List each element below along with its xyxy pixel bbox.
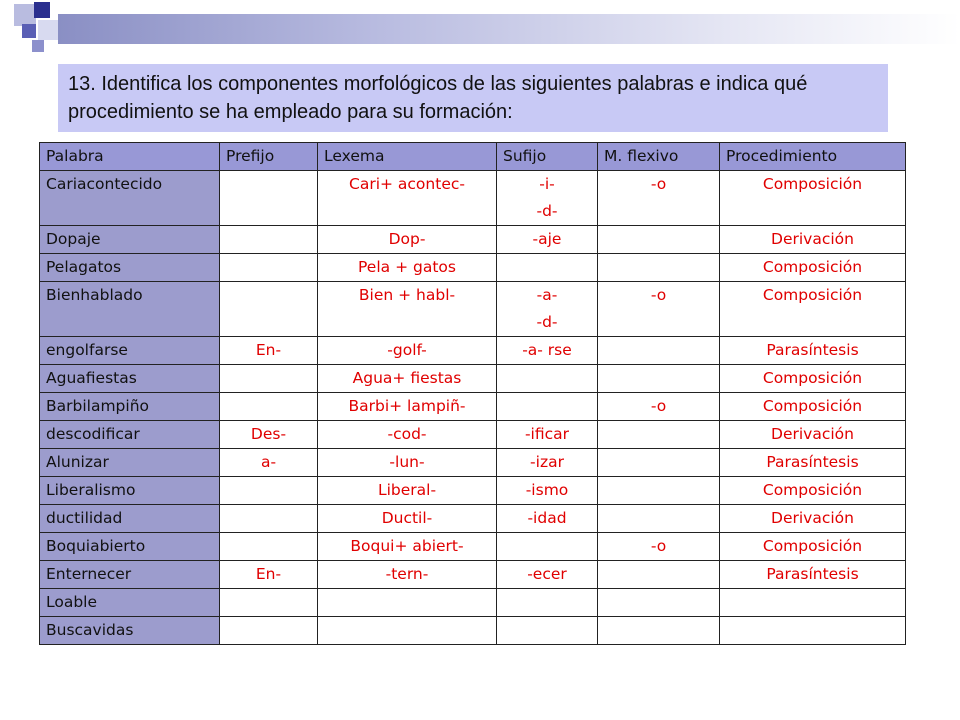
cell-prefijo: En- bbox=[220, 337, 318, 365]
cell-palabra: Buscavidas bbox=[40, 617, 220, 645]
cell-lexema: Agua+ fiestas bbox=[318, 365, 497, 393]
cell-palabra: Loable bbox=[40, 589, 220, 617]
decor-square bbox=[32, 40, 44, 52]
cell-palabra: Enternecer bbox=[40, 561, 220, 589]
cell-sufijo bbox=[497, 226, 598, 254]
sufijo-part: -izar bbox=[530, 453, 564, 471]
cell-lexema: Liberal- bbox=[318, 477, 497, 505]
cell-palabra: Dopaje bbox=[40, 226, 220, 254]
decor-square bbox=[14, 4, 36, 26]
cell-lexema: Dop- bbox=[318, 226, 497, 254]
cell-prefijo bbox=[220, 533, 318, 561]
cell-prefijo bbox=[220, 282, 318, 337]
cell-procedimiento: Parasíntesis bbox=[720, 449, 906, 477]
sufijo-part: -a- rse bbox=[522, 341, 572, 359]
table-row bbox=[40, 393, 906, 421]
table-row bbox=[40, 282, 906, 337]
cell-lexema bbox=[318, 617, 497, 645]
cell-prefijo: Des- bbox=[220, 421, 318, 449]
cell-procedimiento bbox=[720, 589, 906, 617]
cell-lexema: -lun- bbox=[318, 449, 497, 477]
cell-sufijo bbox=[497, 282, 598, 337]
cell-flexivo bbox=[598, 589, 720, 617]
cell-palabra: Boquiabierto bbox=[40, 533, 220, 561]
cell-procedimiento: Composición bbox=[720, 533, 906, 561]
cell-palabra: Bienhablado bbox=[40, 282, 220, 337]
table-row bbox=[40, 533, 906, 561]
cell-prefijo bbox=[220, 589, 318, 617]
cell-palabra: Alunizar bbox=[40, 449, 220, 477]
table-row bbox=[40, 254, 906, 282]
cell-lexema bbox=[318, 589, 497, 617]
column-header: Lexema bbox=[318, 143, 497, 171]
cell-flexivo: -o bbox=[598, 393, 720, 421]
cell-procedimiento: Derivación bbox=[720, 226, 906, 254]
cell-sufijo bbox=[497, 477, 598, 505]
cell-flexivo bbox=[598, 337, 720, 365]
column-header: M. flexivo bbox=[598, 143, 720, 171]
table-header-row bbox=[40, 143, 906, 171]
cell-procedimiento: Composición bbox=[720, 365, 906, 393]
table-row bbox=[40, 449, 906, 477]
cell-prefijo bbox=[220, 477, 318, 505]
cell-procedimiento: Parasíntesis bbox=[720, 337, 906, 365]
exercise-heading: 13. Identifica los componentes morfológicos de las siguientes palabras e indica qué procedimiento se ha empleado para su formación: bbox=[58, 64, 888, 132]
cell-prefijo bbox=[220, 393, 318, 421]
cell-lexema: -tern- bbox=[318, 561, 497, 589]
cell-flexivo bbox=[598, 226, 720, 254]
cell-procedimiento: Parasíntesis bbox=[720, 561, 906, 589]
cell-prefijo: a- bbox=[220, 449, 318, 477]
table-row bbox=[40, 561, 906, 589]
sufijo-part: -i- bbox=[539, 175, 555, 193]
sufijo-part: -d- bbox=[536, 313, 558, 331]
cell-palabra: ductilidad bbox=[40, 505, 220, 533]
cell-procedimiento bbox=[720, 617, 906, 645]
table-row bbox=[40, 617, 906, 645]
cell-flexivo bbox=[598, 505, 720, 533]
table-row bbox=[40, 365, 906, 393]
sufijo-part: -ismo bbox=[525, 481, 569, 499]
table-row bbox=[40, 477, 906, 505]
cell-sufijo bbox=[497, 171, 598, 226]
cell-sufijo bbox=[497, 449, 598, 477]
column-header: Procedimiento bbox=[720, 143, 906, 171]
table-row bbox=[40, 226, 906, 254]
cell-flexivo: -o bbox=[598, 533, 720, 561]
cell-sufijo bbox=[497, 561, 598, 589]
cell-prefijo bbox=[220, 171, 318, 226]
cell-sufijo bbox=[497, 421, 598, 449]
decor-square bbox=[38, 20, 58, 40]
cell-flexivo: -o bbox=[598, 171, 720, 226]
cell-procedimiento: Composición bbox=[720, 477, 906, 505]
cell-palabra: engolfarse bbox=[40, 337, 220, 365]
cell-palabra: Liberalismo bbox=[40, 477, 220, 505]
cell-prefijo bbox=[220, 365, 318, 393]
cell-prefijo bbox=[220, 254, 318, 282]
cell-sufijo bbox=[497, 617, 598, 645]
sufijo-part: -aje bbox=[532, 230, 562, 248]
cell-procedimiento: Composición bbox=[720, 393, 906, 421]
cell-palabra: Barbilampiño bbox=[40, 393, 220, 421]
cell-procedimiento: Composición bbox=[720, 254, 906, 282]
cell-sufijo bbox=[497, 533, 598, 561]
cell-lexema: -cod- bbox=[318, 421, 497, 449]
cell-flexivo bbox=[598, 561, 720, 589]
cell-prefijo bbox=[220, 505, 318, 533]
sufijo-part: -ecer bbox=[527, 565, 567, 583]
cell-lexema: Bien + habl- bbox=[318, 282, 497, 337]
table-body bbox=[40, 171, 906, 645]
cell-flexivo bbox=[598, 365, 720, 393]
cell-palabra: Aguafiestas bbox=[40, 365, 220, 393]
sufijo-part: -d- bbox=[536, 202, 558, 220]
cell-palabra: descodificar bbox=[40, 421, 220, 449]
sufijo-part: -idad bbox=[527, 509, 567, 527]
cell-flexivo: -o bbox=[598, 282, 720, 337]
table-row bbox=[40, 421, 906, 449]
column-header: Prefijo bbox=[220, 143, 318, 171]
column-header: Sufijo bbox=[497, 143, 598, 171]
table-row bbox=[40, 505, 906, 533]
morphology-table bbox=[39, 142, 906, 645]
cell-sufijo bbox=[497, 505, 598, 533]
cell-procedimiento: Derivación bbox=[720, 505, 906, 533]
cell-lexema: Boqui+ abiert- bbox=[318, 533, 497, 561]
cell-flexivo bbox=[598, 421, 720, 449]
cell-lexema: Barbi+ lampiñ- bbox=[318, 393, 497, 421]
sufijo-part: -a- bbox=[536, 286, 558, 304]
cell-prefijo: En- bbox=[220, 561, 318, 589]
cell-sufijo bbox=[497, 393, 598, 421]
cell-palabra: Pelagatos bbox=[40, 254, 220, 282]
sufijo-part: -ificar bbox=[524, 425, 570, 443]
cell-palabra: Cariacontecido bbox=[40, 171, 220, 226]
cell-lexema: Pela + gatos bbox=[318, 254, 497, 282]
cell-prefijo bbox=[220, 617, 318, 645]
header-gradient-bar bbox=[58, 14, 960, 44]
cell-sufijo bbox=[497, 589, 598, 617]
cell-lexema: Cari+ acontec- bbox=[318, 171, 497, 226]
decor-square bbox=[22, 24, 36, 38]
table-row bbox=[40, 171, 906, 226]
cell-sufijo bbox=[497, 254, 598, 282]
table-row bbox=[40, 337, 906, 365]
cell-sufijo bbox=[497, 365, 598, 393]
decor-square bbox=[34, 2, 50, 18]
cell-prefijo bbox=[220, 226, 318, 254]
cell-lexema: -golf- bbox=[318, 337, 497, 365]
cell-sufijo bbox=[497, 337, 598, 365]
cell-flexivo bbox=[598, 449, 720, 477]
cell-procedimiento: Composición bbox=[720, 282, 906, 337]
cell-flexivo bbox=[598, 254, 720, 282]
cell-lexema: Ductil- bbox=[318, 505, 497, 533]
table-row bbox=[40, 589, 906, 617]
cell-procedimiento: Composición bbox=[720, 171, 906, 226]
cell-flexivo bbox=[598, 477, 720, 505]
column-header: Palabra bbox=[40, 143, 220, 171]
cell-procedimiento: Derivación bbox=[720, 421, 906, 449]
cell-flexivo bbox=[598, 617, 720, 645]
